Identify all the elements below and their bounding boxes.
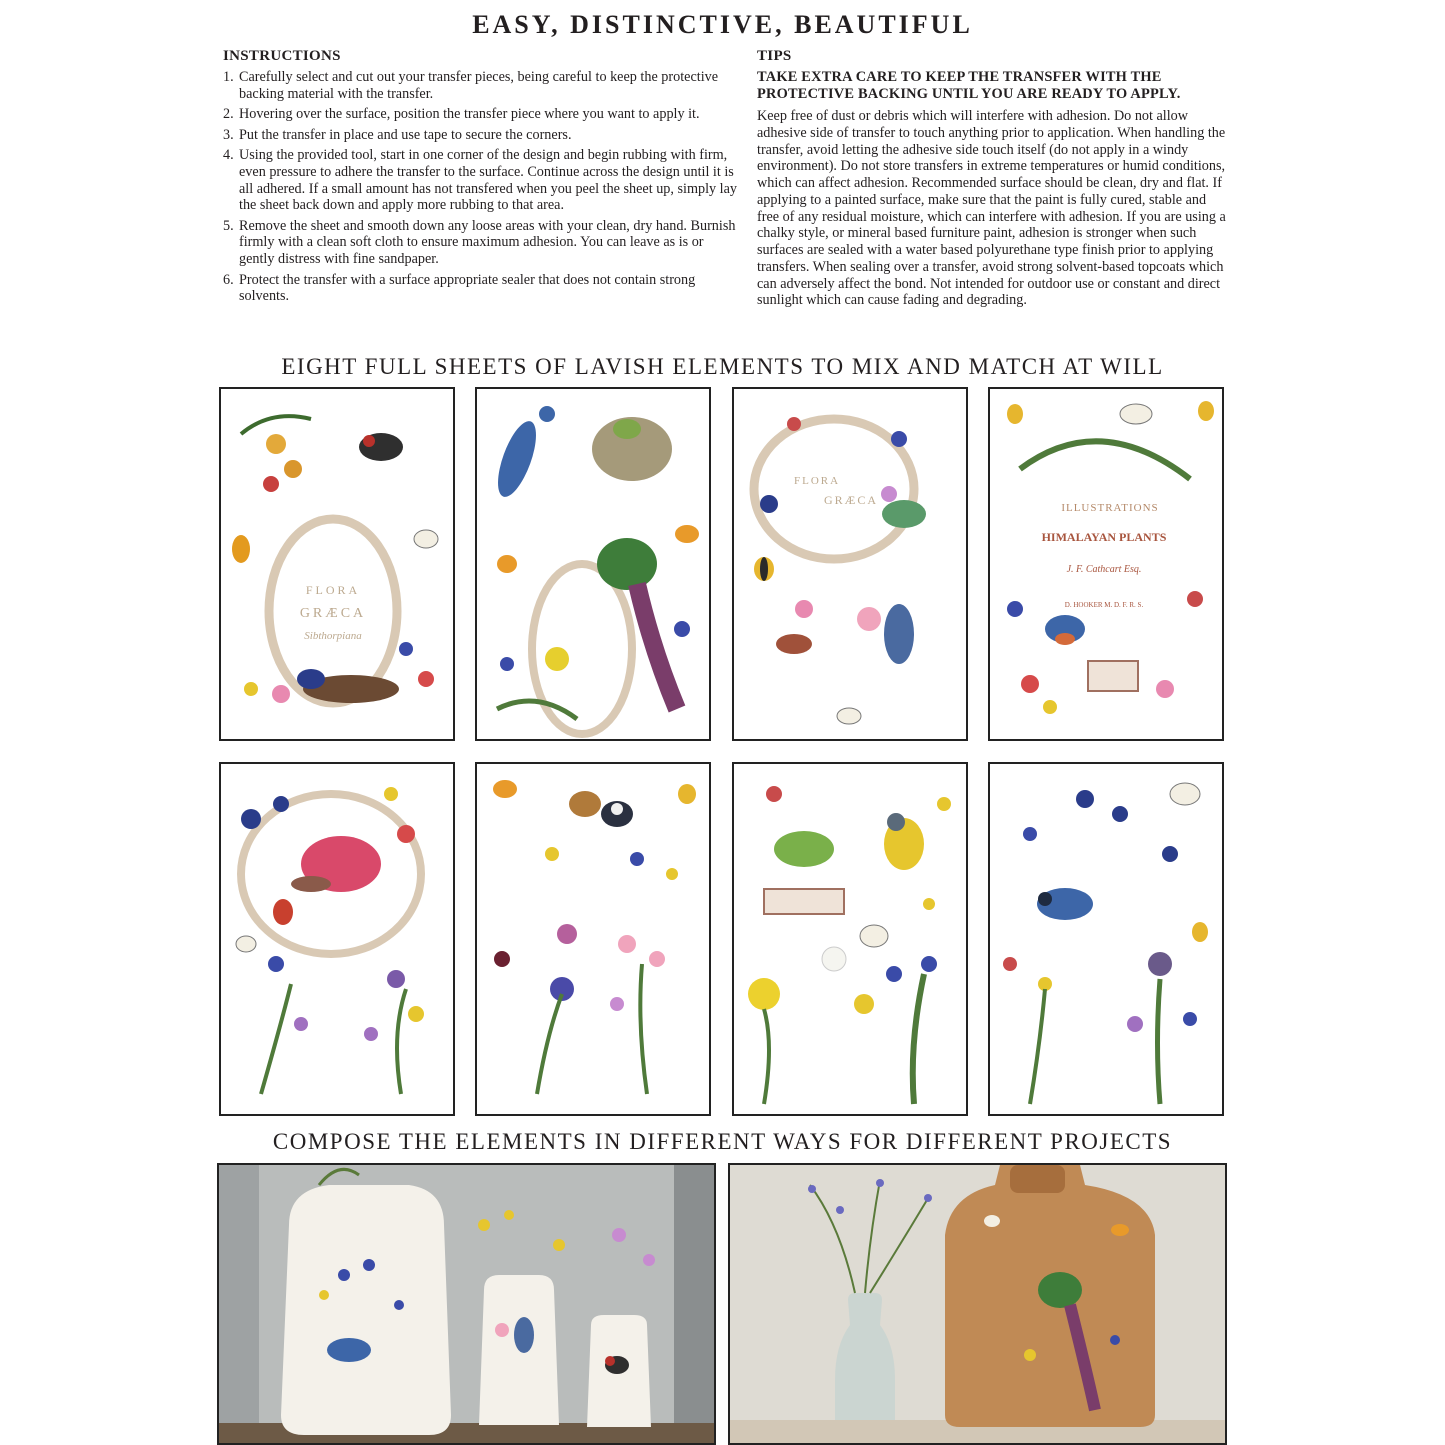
transfer-sheet-4: [988, 387, 1224, 741]
compose-section-title: COMPOSE THE ELEMENTS IN DIFFERENT WAYS FOR DIFFERENT PROJECTS: [272, 1129, 1173, 1154]
list-item: [223, 106, 740, 123]
cathcart-label: J. F. Cathcart Esq.: [1066, 564, 1142, 575]
photo-cutting-board: [728, 1163, 1227, 1445]
graeca-label: GRÆCA: [299, 606, 367, 621]
list-item: [223, 147, 740, 213]
tips-lead: TAKE EXTRA CARE TO KEEP THE TRANSFER WITH THE PROTECTIVE BACKING UNTIL YOU ARE READY TO APPLY.: [757, 69, 1181, 102]
step-number: 4.: [223, 147, 234, 164]
transfer-sheet-5: [219, 762, 455, 1116]
transfer-sheet-3: [732, 387, 968, 741]
list-item: [223, 69, 740, 102]
list-item: [223, 272, 740, 305]
step-text: Carefully select and cut out your transfer pieces, being careful to keep the protective backing material with the transfer.: [239, 69, 719, 102]
step-text: Put the transfer in place and use tape to secure the corners.: [239, 126, 572, 143]
flora-label: FLORA: [305, 583, 361, 597]
transfer-sheet-8: [988, 762, 1224, 1116]
step-text: Hovering over the surface, position the transfer piece where you want to apply it.: [239, 106, 700, 123]
illustrations-label: ILLUSTRATIONS: [1061, 502, 1159, 514]
step-text: Using the provided tool, start in one corner of the design and begin rubbing with firm, even pressure to adhere the transfer to the surface. Continue across the design until it is all adhered. If a small amount has not transfered when you peel the sheet up, simply lay the sheet back down and apply more rubbing to that area.: [239, 147, 737, 214]
sheets-section-title: EIGHT FULL SHEETS OF LAVISH ELEMENTS TO MIX AND MATCH AT WILL: [281, 354, 1164, 379]
tips-heading: TIPS: [757, 48, 792, 64]
graeca-label: GRÆCA: [824, 493, 879, 507]
step-number: 5.: [223, 217, 234, 234]
sibthorpiana-label: Sibthorpiana: [304, 630, 362, 642]
tips-section: [757, 48, 1227, 309]
step-text: Protect the transfer with a surface appropriate sealer that does not contain strong solvents.: [239, 271, 696, 305]
step-number: 1.: [223, 69, 234, 85]
photo-vases: [217, 1163, 716, 1445]
list-item: [223, 218, 740, 268]
step-number: 3.: [223, 126, 234, 143]
page-title: EASY, DISTINCTIVE, BEAUTIFUL: [472, 10, 973, 39]
transfer-sheet-2: [475, 387, 711, 741]
flora-label: FLORA: [794, 475, 841, 487]
list-item: [223, 127, 740, 144]
transfer-sheet-1: [219, 387, 455, 741]
step-number: 6.: [223, 271, 234, 288]
instructions-heading: INSTRUCTIONS: [223, 48, 341, 64]
himalayan-plants-label: HIMALAYAN PLANTS: [1041, 530, 1167, 544]
hooker-label: D. HOOKER M. D. F. R. S.: [1064, 601, 1144, 609]
step-text: Remove the sheet and smooth down any loose areas with your clean, dry hand. Burnish firmly with a clean soft cloth to ensure maximum adhesion. You can leave as is or gently distress with fine sandpaper.: [239, 217, 736, 267]
tips-body: Keep free of dust or debris which will interfere with adhesion. Do not allow adhesive side of transfer to touch anything prior to application. When handling the transfer, avoid letting the adhesive side touch itself (do not apply in a windy environment). Do not store transfers in extreme temperatures or humid conditions, which can affect adhesion. Recommended surface should be clean, dry and flat. If applying to a painted surface, make sure that the paint is fully cured, stable and free of any residual moisture, which can interfere with adhesion. If you are using a chalky style, or mineral based furniture paint, adhesion is stronger when such surfaces are sealed with a water based polyurethane type finish prior to applying transfers. When sealing over a transfer, avoid strong solvent-based topcoats which can adversely affect the bond. Not intended for outdoor use or constant and direct sunlight which can cause fading and degrading.: [757, 108, 1226, 309]
transfer-sheet-7: [732, 762, 968, 1116]
step-number: 2.: [223, 106, 234, 123]
instructions-list: [223, 69, 740, 305]
instructions-section: [223, 48, 740, 309]
transfer-sheet-6: [475, 762, 711, 1116]
